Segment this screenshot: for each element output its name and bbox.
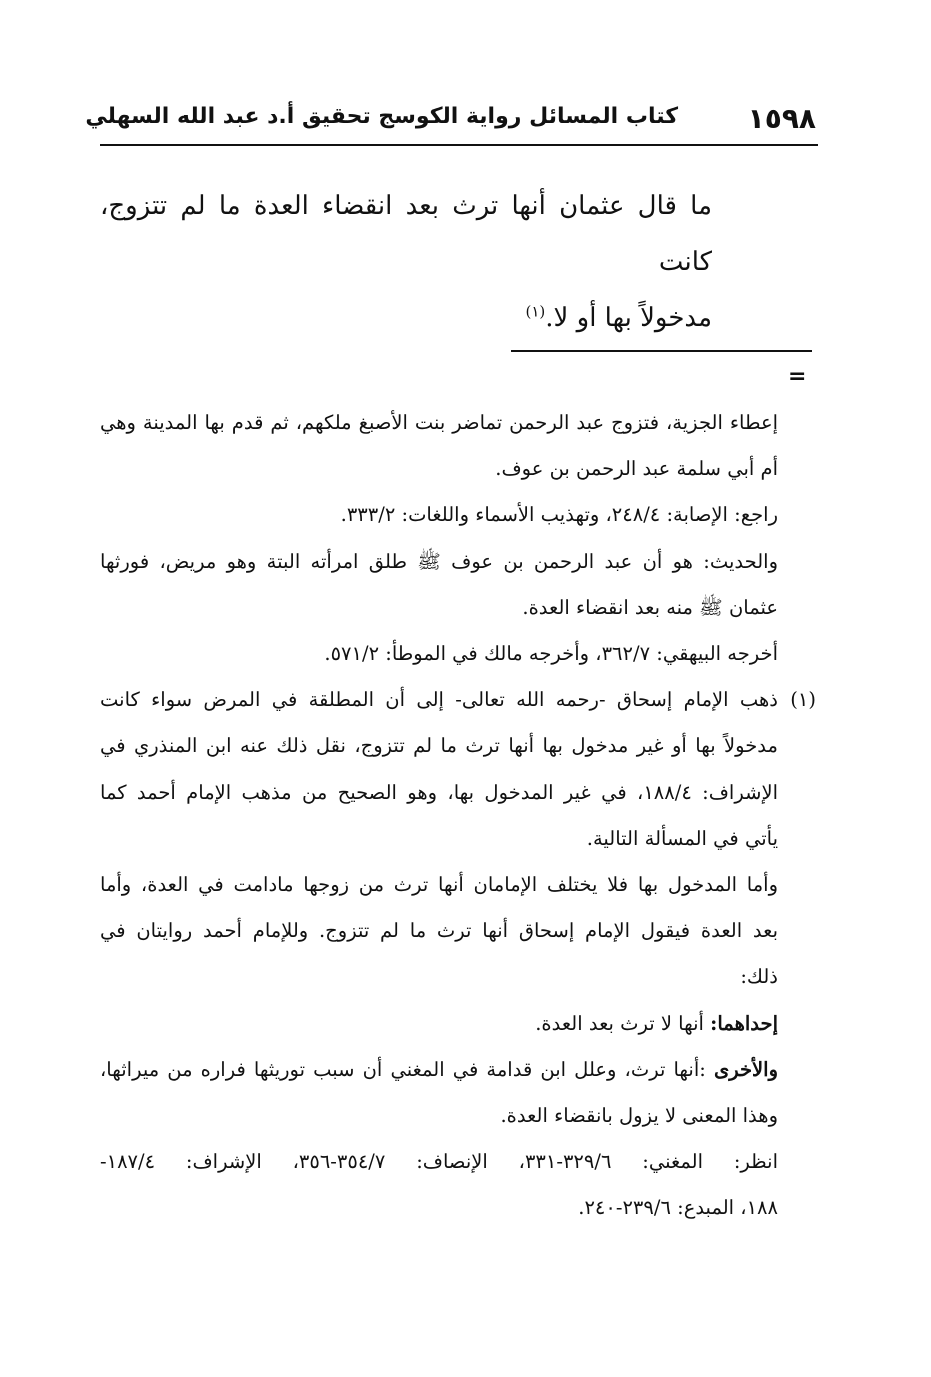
footnote-line: انظر: المغني: ٣٢٩/٦-٣٣١، الإنصاف: ٣٥٤/٧-٣٥٦، الإشراف: ١٨٧/٤- [100, 1150, 779, 1174]
footnote-continuation-mark: = [788, 364, 807, 389]
footnote-line [100, 1001, 778, 1047]
footnote-line: ذهب الإمام إسحاق -رحمه الله تعالى- إلى أن المطلقة في المرض سواء كانت [100, 688, 778, 712]
footnote-line: أم أبي سلمة عبد الرحمن بن عوف. [495, 457, 778, 481]
main-text-line [100, 290, 712, 346]
main-text-line: ما قال عثمان أنها ترث بعد انقضاء العدة ما لم تتزوج، كانت [100, 191, 712, 277]
footnote-reference[interactable]: (١) [525, 302, 546, 321]
footnote-divider [511, 350, 812, 352]
footnote-line: عثمان ﷺ منه بعد انقضاء العدة. [522, 595, 778, 619]
footnote-line: إعطاء الجزية، فتزوج عبد الرحمن تماضر بنت الأصبغ ملكهم، ثم قدم بها المدينة وهي [100, 411, 778, 434]
footnote-text: أنها لا ترث بعد العدة. [535, 1011, 704, 1035]
footnote-text: :أنها ترث، وعلل ابن قدامة في المغني أن سبب توريثها فراره من ميراثها، [100, 1057, 706, 1081]
footnotes-section [100, 400, 816, 1232]
footnote-line: بعد العدة فيقول الإمام إسحاق أنها ترث ما لم تتزوج. وللإمام أحمد روايتان في [100, 919, 778, 943]
main-text [100, 178, 712, 346]
footnote-line: ١٨٨، المبدع: ٢٣٩/٦-٢٤٠. [578, 1196, 778, 1220]
footnote-line: مدخولاً بها أو غير مدخول بها أنها ترث ما لم تتزوج، نقل ذلك عنه ابن المنذري في [100, 734, 778, 758]
footnote-line: أخرجه البيهقي: ٣٦٢/٧، وأخرجه مالك في الموطأ: ٥٧١/٢. [324, 642, 778, 666]
footnote-line: وهذا المعنى لا يزول بانقضاء العدة. [500, 1104, 778, 1128]
page-header [85, 100, 818, 140]
running-title: كتاب المسائل رواية الكوسج تحقيق أ.د عبد الله السهلي [85, 104, 678, 129]
footnote-label: إحداهما: [710, 1011, 778, 1035]
footnote-1 [100, 677, 816, 1231]
footnote-line [100, 1047, 778, 1093]
footnote-label: والأخرى [713, 1057, 778, 1081]
footnote-line: راجع: الإصابة: ٢٤٨/٤، وتهذيب الأسماء واللغات: ٣٣٣/٢. [340, 503, 778, 527]
footnote-line: وأما المدخول بها فلا يختلف الإمامان أنها ترث من زوجها مادامت في العدة، وأما [100, 873, 778, 897]
footnote-marker: (١) [790, 688, 816, 712]
main-text-line-content: مدخولاً بها أو لا. [545, 303, 712, 333]
footnote-line: الإشراف: ١٨٨/٤، في غير المدخول بها، وهو الصحيح من مذهب الإمام أحمد كما [100, 780, 778, 804]
footnote-line: والحديث: هو أن عبد الرحمن بن عوف ﷺ طلق امرأته البتة وهو مريض، فورثها [100, 549, 778, 573]
page-number: ١٥٩٨ [747, 102, 816, 135]
footnote-line: ذلك: [740, 965, 778, 989]
footnote-line: يأتي في المسألة التالية. [586, 826, 778, 850]
header-divider [100, 144, 818, 146]
